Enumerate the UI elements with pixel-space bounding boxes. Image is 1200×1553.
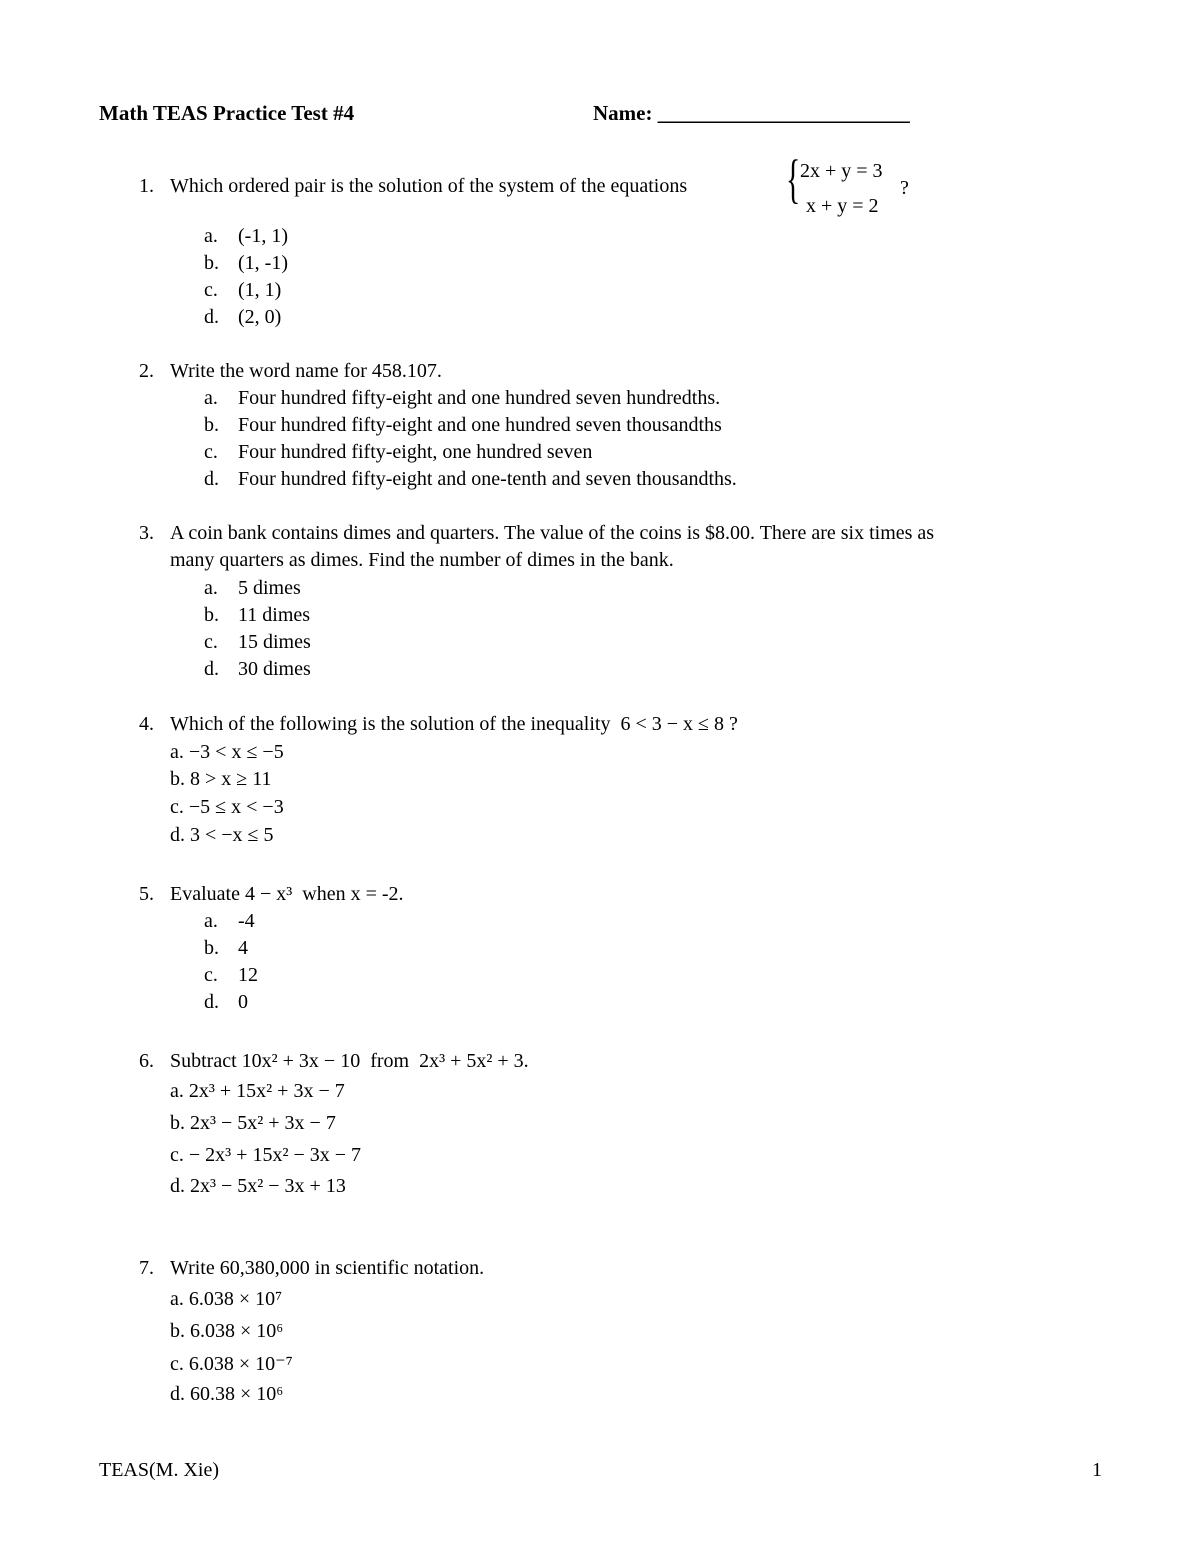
option-text: 2x³ − 5x² + 3x − 7 <box>190 1112 336 1134</box>
question-text: Which of the following is the solution of the inequality <box>170 713 611 735</box>
answer-option[interactable] <box>204 252 288 275</box>
system-equation: x + y = 2 <box>806 195 879 217</box>
option-text: Four hundred fifty-eight and one hundred seven thousandths <box>238 414 722 436</box>
option-letter: a. <box>204 577 218 599</box>
question-text: Subtract <box>170 1050 237 1072</box>
answer-option[interactable] <box>204 387 720 410</box>
option-text: 2x³ − 5x² − 3x + 13 <box>190 1175 346 1197</box>
system-equation: 2x + y = 3 <box>800 160 883 182</box>
answer-option[interactable] <box>170 824 274 847</box>
option-text: Four hundred fifty-eight and one-tenth and seven thousandths. <box>238 468 737 490</box>
option-text: 8 > x ≥ 11 <box>190 768 272 790</box>
option-text: 6.038 × 10⁶ <box>190 1320 284 1342</box>
question-number: 5. <box>139 883 154 905</box>
option-text: (1, -1) <box>238 252 288 274</box>
question-tail: when x = -2. <box>302 883 404 905</box>
answer-option[interactable] <box>204 964 258 987</box>
option-letter: b. <box>204 414 219 436</box>
answer-option[interactable] <box>204 658 311 681</box>
option-text: 6.038 × 10⁻⁷ <box>188 1353 293 1375</box>
answer-option[interactable] <box>204 631 311 654</box>
option-text: −5 ≤ x < −3 <box>188 796 284 818</box>
option-letter: d. <box>204 468 219 490</box>
question-number: 3. <box>139 522 154 544</box>
question-tail: ? <box>729 713 738 735</box>
subtrahend-expression: 10x² + 3x − 10 <box>241 1050 361 1072</box>
page-number: 1 <box>1092 1459 1102 1481</box>
option-letter: d. <box>170 1383 185 1405</box>
answer-option[interactable] <box>170 768 272 791</box>
option-text: (2, 0) <box>238 306 282 328</box>
option-text: 3 < −x ≤ 5 <box>190 824 274 846</box>
option-letter: a. <box>170 741 184 763</box>
question-tail: . <box>523 1050 529 1072</box>
question-tail: ? <box>900 177 909 199</box>
answer-option[interactable] <box>204 991 248 1014</box>
option-letter: c. <box>170 796 184 818</box>
question-number: 6. <box>139 1050 154 1072</box>
question-line <box>170 1050 529 1073</box>
option-letter: b. <box>170 1320 185 1342</box>
answer-option[interactable] <box>204 577 301 600</box>
option-letter: a. <box>204 387 218 409</box>
question-number: 1. <box>139 175 154 197</box>
option-letter: a. <box>170 1080 184 1102</box>
minuend-expression: 2x³ + 5x² + 3 <box>419 1050 524 1072</box>
option-text: 5 dimes <box>238 577 301 599</box>
answer-option[interactable] <box>170 1112 336 1135</box>
evaluate-expression: 4 − x³ <box>244 883 293 905</box>
answer-option[interactable] <box>170 1320 283 1343</box>
inequality-expression: 6 < 3 − x ≤ 8 <box>620 713 725 735</box>
question-text-line: A coin bank contains dimes and quarters. The value of the coins is $8.00. There are six times as <box>170 522 935 544</box>
option-text: -4 <box>238 910 255 932</box>
option-letter: b. <box>170 1112 185 1134</box>
question-number: 7. <box>139 1257 154 1279</box>
option-letter: c. <box>204 279 218 301</box>
option-letter: c. <box>170 1144 184 1166</box>
answer-option[interactable] <box>204 937 248 960</box>
option-text: 30 dimes <box>238 658 311 680</box>
question-number: 4. <box>139 713 154 735</box>
option-letter: b. <box>204 252 219 274</box>
option-text: 12 <box>238 964 258 986</box>
option-text: Four hundred fifty-eight and one hundred seven hundredths. <box>238 387 721 409</box>
answer-option[interactable] <box>204 225 288 248</box>
option-text: (-1, 1) <box>238 225 288 247</box>
option-text: (1, 1) <box>238 279 282 301</box>
option-letter: b. <box>170 768 185 790</box>
answer-option[interactable] <box>204 414 722 437</box>
option-letter: c. <box>204 441 218 463</box>
option-text: −3 < x ≤ −5 <box>188 741 284 763</box>
answer-option[interactable] <box>170 1383 283 1406</box>
option-letter: d. <box>204 991 219 1013</box>
option-letter: c. <box>204 631 218 653</box>
option-text: Four hundred fifty-eight, one hundred seven <box>238 441 593 463</box>
question-line <box>170 883 404 906</box>
option-letter: a. <box>170 1288 184 1310</box>
option-letter: c. <box>170 1353 184 1375</box>
option-text: 4 <box>238 937 248 959</box>
answer-option[interactable] <box>170 741 284 764</box>
option-letter: b. <box>204 604 219 626</box>
answer-option[interactable] <box>170 1144 361 1167</box>
option-text: 15 dimes <box>238 631 311 653</box>
option-letter: c. <box>204 964 218 986</box>
option-text: 2x³ + 15x² + 3x − 7 <box>188 1080 345 1102</box>
option-text: 0 <box>238 991 248 1013</box>
option-letter: a. <box>204 225 218 247</box>
option-text: 6.038 × 10⁷ <box>188 1288 283 1310</box>
question-text: Evaluate <box>170 883 240 905</box>
answer-option[interactable] <box>204 468 737 491</box>
question-text-line: many quarters as dimes. Find the number of dimes in the bank. <box>170 549 674 571</box>
option-letter: b. <box>204 937 219 959</box>
option-letter: d. <box>170 1175 185 1197</box>
answer-option[interactable] <box>204 441 592 464</box>
answer-option[interactable] <box>170 1175 346 1198</box>
option-letter: d. <box>204 306 219 328</box>
name-field[interactable] <box>593 101 910 126</box>
answer-option[interactable] <box>170 796 284 819</box>
question-text: Which ordered pair is the solution of the system of the equations <box>170 175 688 197</box>
system-brace: { <box>786 149 801 209</box>
answer-option[interactable] <box>170 1351 293 1376</box>
option-letter: d. <box>170 824 185 846</box>
footer-author: TEAS(M. Xie) <box>99 1459 219 1481</box>
option-text: 11 dimes <box>238 604 311 626</box>
answer-option[interactable] <box>204 306 281 329</box>
answer-option[interactable] <box>170 1080 345 1103</box>
question-text: Write the word name for 458.107. <box>170 360 442 382</box>
option-text: − 2x³ + 15x² − 3x − 7 <box>188 1144 361 1166</box>
option-letter: a. <box>204 910 218 932</box>
option-letter: d. <box>204 658 219 680</box>
answer-option[interactable] <box>204 279 281 302</box>
answer-option[interactable] <box>170 1288 282 1311</box>
question-number: 2. <box>139 360 154 382</box>
question-line <box>170 713 738 736</box>
option-text: 60.38 × 10⁶ <box>190 1383 284 1405</box>
question-connector: from <box>370 1050 410 1072</box>
name-label: Name: <box>593 101 658 125</box>
question-text: Write 60,380,000 in scientific notation. <box>170 1257 485 1279</box>
page-title: Math TEAS Practice Test #4 <box>99 101 355 125</box>
answer-option[interactable] <box>204 604 310 627</box>
answer-option[interactable] <box>204 910 255 933</box>
name-line: ________________________ <box>657 101 910 125</box>
